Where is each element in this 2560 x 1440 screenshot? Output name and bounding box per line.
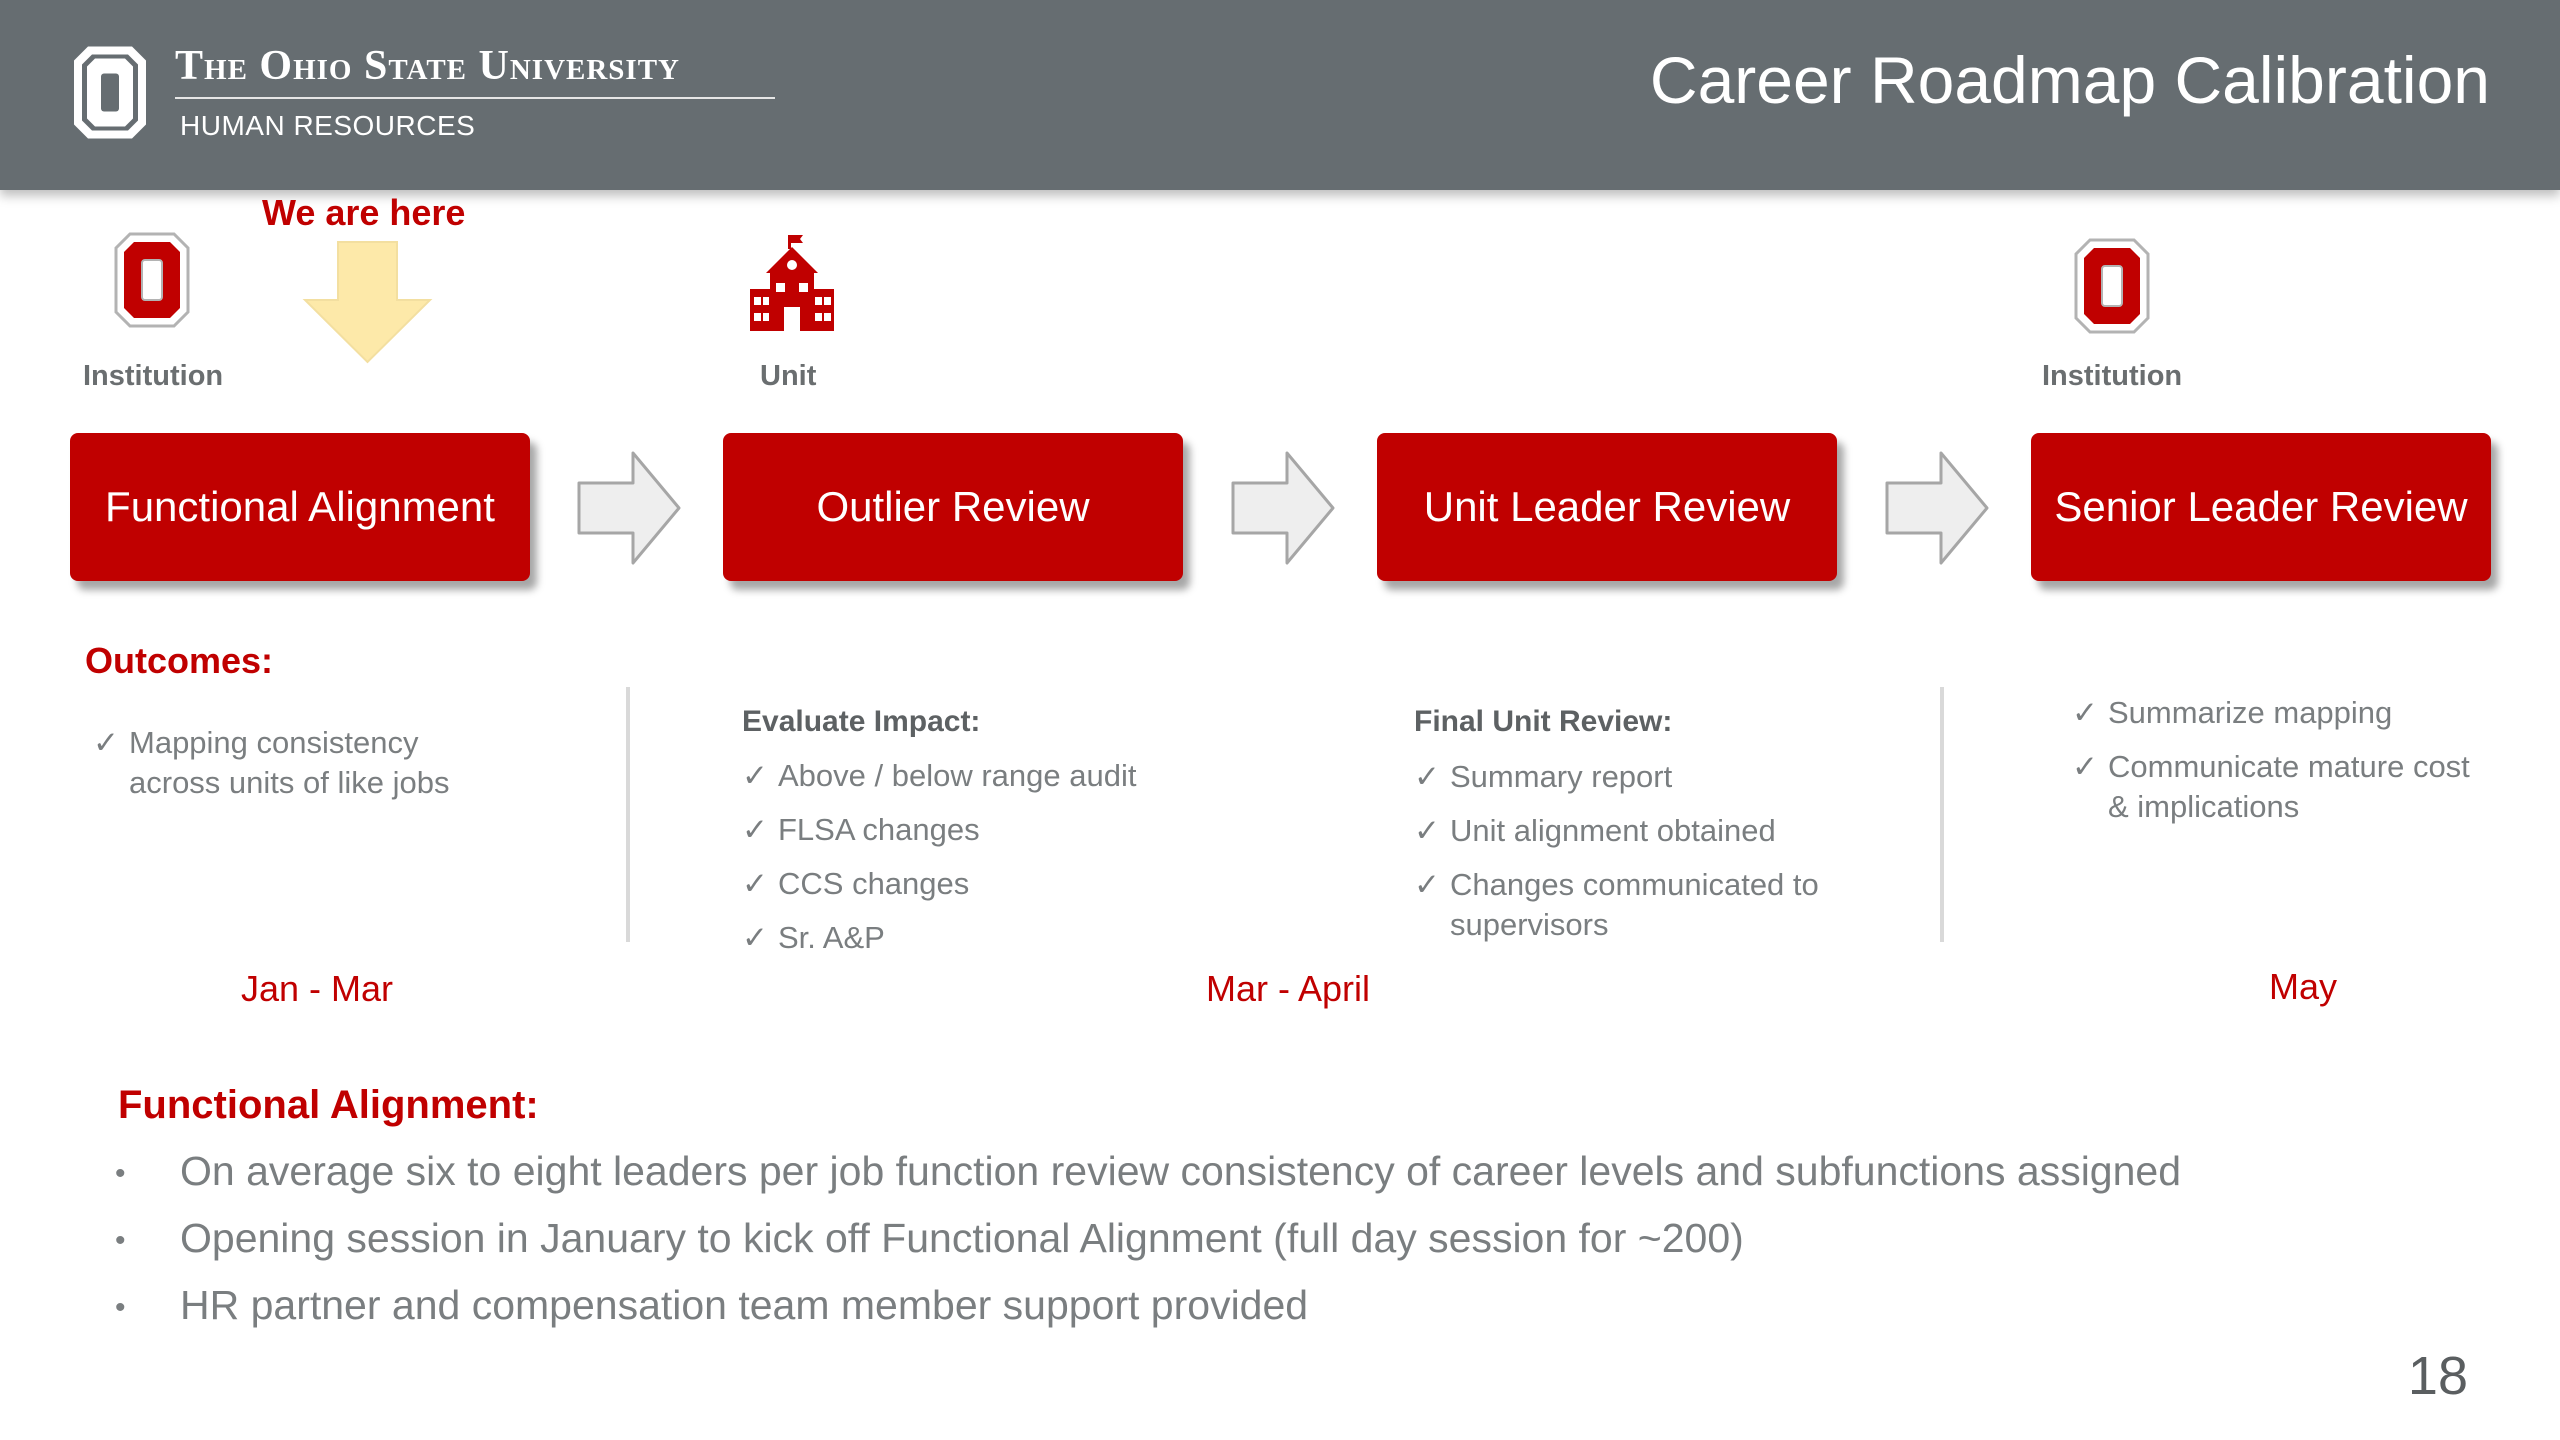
- stage-outlier-review: Outlier Review: [723, 433, 1183, 581]
- header-divider: [175, 97, 775, 99]
- stage-senior-leader-review: Senior Leader Review: [2031, 433, 2491, 581]
- date-range: May: [2269, 966, 2338, 1007]
- level-label: Unit: [760, 360, 817, 392]
- bullet-item: • HR partner and compensation team member support provided: [115, 1282, 1309, 1328]
- checkmark-icon: ✓: [2072, 749, 2098, 784]
- checkmark-icon: ✓: [742, 920, 768, 955]
- checkmark-icon: ✓: [93, 725, 119, 760]
- outcome-item: ✓ Summarize mapping: [2072, 693, 2392, 733]
- right-arrow-icon: [575, 447, 685, 569]
- outcome-item: ✓ Above / below range audit: [742, 756, 1136, 796]
- stage-unit-leader-review: Unit Leader Review: [1377, 433, 1837, 581]
- column-divider: [1940, 687, 1944, 942]
- outcome-item: ✓ Changes communicated to supervisors: [1414, 867, 1819, 942]
- checkmark-icon: ✓: [1414, 867, 1440, 902]
- outcome-item: ✓ Summary report: [1414, 757, 1672, 797]
- bullet-item: • Opening session in January to kick off Functional Alignment (full day session for ~200): [115, 1215, 1744, 1261]
- functional-alignment-heading: Functional Alignment:: [118, 1083, 539, 1127]
- page-number: 18: [2407, 1346, 2468, 1406]
- outcome-item: ✓ Communicate mature cost & implications: [2072, 749, 2470, 824]
- block-o-logo-icon: [2072, 236, 2152, 336]
- outcome-item: ✓ FLSA changes: [742, 810, 980, 850]
- right-arrow-icon: [1229, 447, 1339, 569]
- checkmark-icon: ✓: [742, 758, 768, 793]
- block-o-logo-icon: [112, 230, 192, 330]
- outcomes-heading: Outcomes:: [85, 640, 274, 681]
- bullet-item: • On average six to eight leaders per job function review consistency of career levels and subfunctions assigned: [115, 1148, 2182, 1194]
- checkmark-icon: ✓: [742, 812, 768, 847]
- checkmark-icon: ✓: [1414, 759, 1440, 794]
- right-arrow-icon: [1883, 447, 1993, 569]
- date-range: Jan - Mar: [241, 968, 394, 1009]
- outcome-item: ✓ Sr. A&P: [742, 918, 885, 958]
- column-divider: [626, 687, 630, 942]
- osu-block-o-logo-icon: [70, 40, 150, 145]
- university-name: The Ohio State University: [175, 43, 680, 89]
- down-arrow-icon: [300, 238, 435, 366]
- outcome-item: ✓ CCS changes: [742, 864, 969, 904]
- outcome-item: ✓ Unit alignment obtained: [1414, 811, 1776, 851]
- date-range: Mar - April: [1206, 968, 1371, 1009]
- school-building-icon: [748, 233, 836, 333]
- level-label: Institution: [2042, 360, 2183, 392]
- checkmark-icon: ✓: [742, 866, 768, 901]
- checkmark-icon: ✓: [1414, 813, 1440, 848]
- final-unit-review-heading: Final Unit Review:: [1414, 705, 1673, 738]
- page-title: Career Roadmap Calibration: [1649, 43, 2490, 117]
- evaluate-impact-heading: Evaluate Impact:: [742, 705, 981, 738]
- outcome-item: ✓ Mapping consistency across units of like jobs: [93, 725, 450, 800]
- level-label: Institution: [83, 360, 224, 392]
- checkmark-icon: ✓: [2072, 695, 2098, 730]
- we-are-here-label: We are here: [262, 192, 466, 233]
- department-name: HUMAN RESOURCES: [180, 110, 476, 141]
- stage-functional-alignment: Functional Alignment: [70, 433, 530, 581]
